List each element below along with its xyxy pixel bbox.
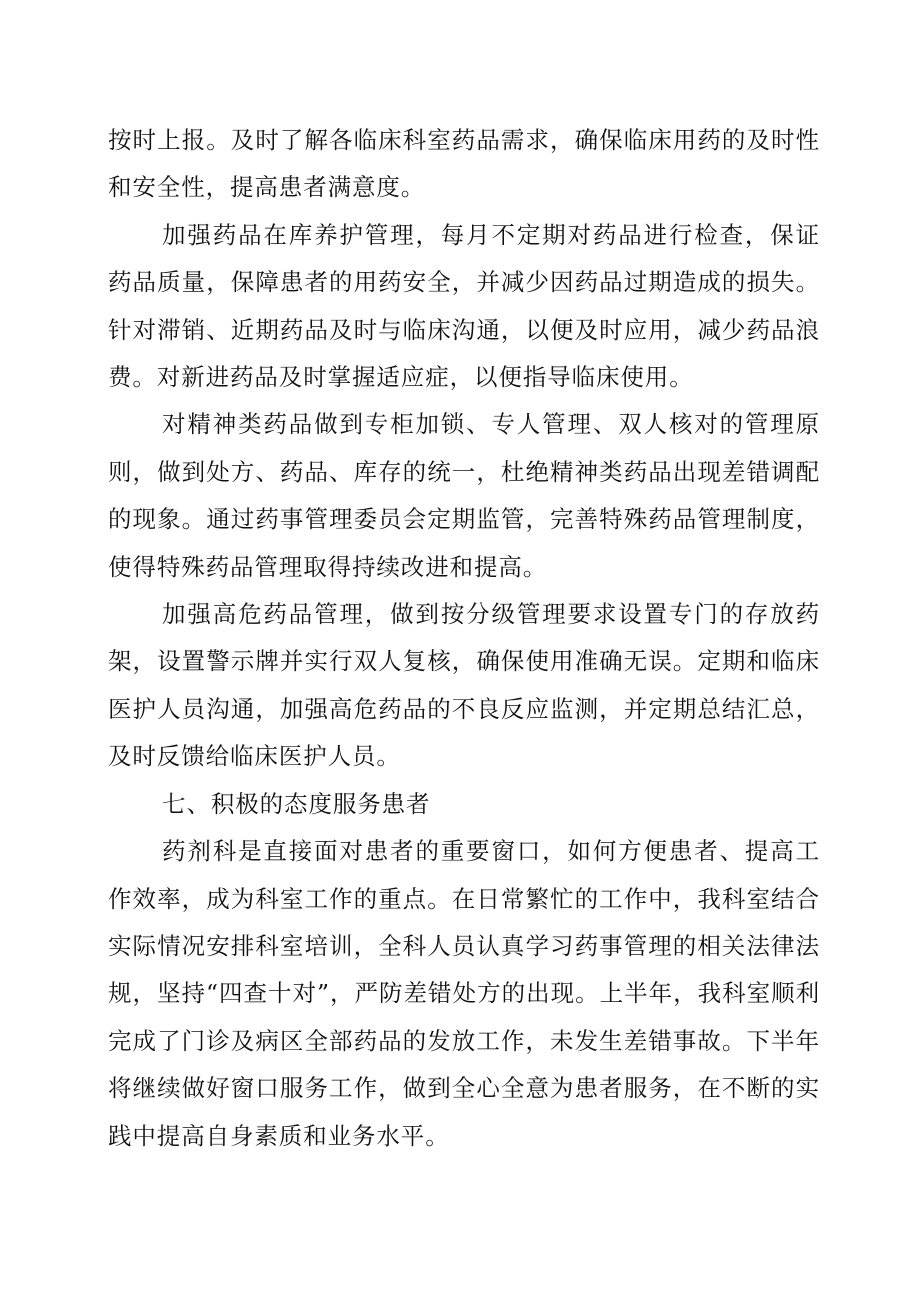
paragraph-storage-maintenance: 加强药品在库养护管理，每月不定期对药品进行检查，保证药品质量，保障患者的用药安全，并减少因药品过期造成的损失。针对滞销、近期药品及时与临床沟通，以便及时应用，减少药品浪费。对新进药品及时掌握适应症，以便指导临床使用。 <box>108 220 820 392</box>
paragraph-high-risk-drugs: 加强高危药品管理，做到按分级管理要求设置专门的存放药架，设置警示牌并实行双人复核，确保使用准确无误。定期和临床医护人员沟通，加强高危药品的不良反应监测，并定期总结汇总，及时反馈给临床医护人员。 <box>108 600 820 771</box>
paragraph-psychotropic-drugs: 对精神类药品做到专柜加锁、专人管理、双人核对的管理原则，做到处方、药品、库存的统一，杜绝精神类药品出现差错调配的现象。通过药事管理委员会定期监管，完善特殊药品管理制度，使得特殊药品管理取得持续改进和提高。 <box>108 410 820 581</box>
section-heading-seven: 七、积极的态度服务患者 <box>162 789 431 818</box>
paragraph-patient-service: 药剂科是直接面对患者的重要窗口，如何方便患者、提高工作效率，成为科室工作的重点。在日常繁忙的工作中，我科室结合实际情况安排科室培训，全科人员认真学习药事管理的相关法律法规，坚持“四查十对”，严防差错处方的出现。上半年，我科室顺利完成了门诊及病区全部药品的发放工作，未发生差错事故。下半年将继续做好窗口服务工作，做到全心全意为患者服务，在不断的实践中提高自身素质和业务水平。 <box>108 837 820 1150</box>
document-page <box>108 117 820 1160</box>
paragraph-continuation: 按时上报。及时了解各临床科室药品需求，确保临床用药的及时性和安全性，提高患者满意度。 <box>108 126 820 202</box>
